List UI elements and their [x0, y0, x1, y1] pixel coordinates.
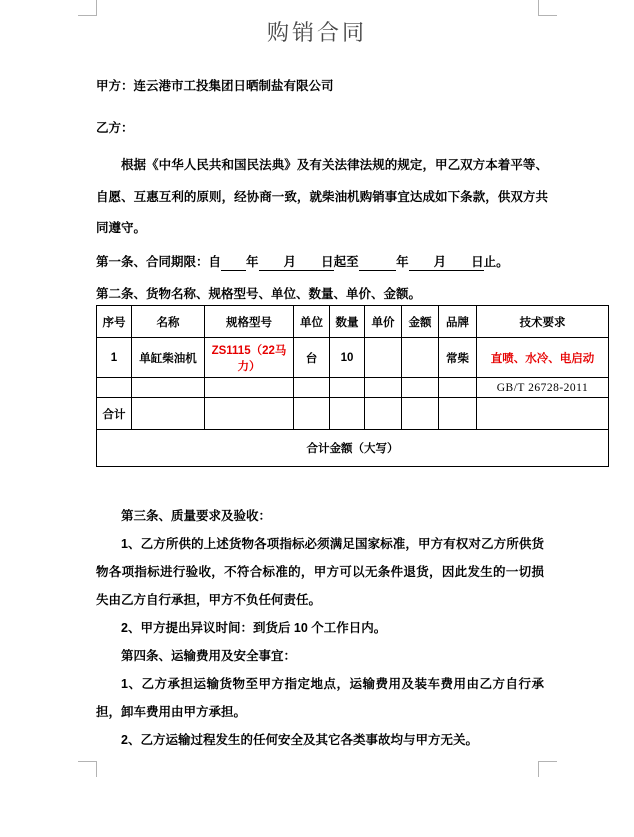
header-unit: 单位 — [294, 306, 330, 338]
cell-empty — [294, 398, 330, 430]
header-amount: 金额 — [402, 306, 439, 338]
year-label-from: 年 — [246, 255, 259, 269]
cell-total-label: 合计 — [97, 398, 132, 430]
cell-empty — [365, 398, 402, 430]
table-row-standard — [97, 378, 609, 398]
cell-unit: 台 — [294, 338, 330, 378]
cell-empty — [294, 378, 330, 398]
preamble-paragraph: 根据《中华人民共和国民法典》及有关法律法规的规定，甲乙双方本着平等、自愿、互惠互利的原则，经协商一致，就柴油机购销事宜达成如下条款，供双方共同遵守。 — [96, 158, 548, 235]
blank-from-month-day: 月 日 — [258, 255, 334, 269]
cell-empty — [330, 398, 365, 430]
cell-empty — [477, 398, 609, 430]
cell-name: 单缸柴油机 — [132, 338, 205, 378]
clause-2-line: 第二条、货物名称、规格型号、单位、数量、单价、金额。 — [96, 287, 422, 301]
margin-mark-top-left-icon — [78, 0, 97, 16]
cell-price — [365, 338, 402, 378]
cell-spec: ZS1115（22马力） — [205, 338, 294, 378]
clause-1-lead: 第一条、合同期限：自 — [96, 255, 222, 269]
cell-empty — [205, 378, 294, 398]
cell-amount — [402, 338, 439, 378]
cell-seq: 1 — [97, 338, 132, 378]
margin-mark-bottom-left-icon — [78, 761, 97, 777]
clause-3-item-2: 2、甲方提出异议时间：到货后 10 个工作日内。 — [121, 621, 387, 635]
header-brand: 品牌 — [439, 306, 477, 338]
blank-to-month-day: 月 日 — [408, 255, 484, 269]
table-row-grand-total — [97, 430, 609, 467]
goods-table — [96, 305, 609, 467]
margin-mark-top-right-icon — [538, 0, 557, 16]
cell-tech: 直喷、水冷、电启动 — [477, 338, 609, 378]
clause-1-tail: 止。 — [483, 255, 509, 269]
clause-3-title: 第三条、质量要求及验收： — [121, 509, 272, 523]
clause-4-item-1: 1、乙方承担运输货物至甲方指定地点，运输费用及装车费用由乙方自行承担，卸车费用由甲方承担。 — [96, 677, 544, 719]
cell-qty: 10 — [330, 338, 365, 378]
blank-to-year — [359, 255, 397, 271]
cell-grand-total-label: 合计金额（大写） — [97, 430, 609, 467]
cell-empty — [439, 378, 477, 398]
table-row-total — [97, 398, 609, 430]
page-title: 购销合同 — [266, 20, 367, 45]
table-header-row — [97, 306, 609, 338]
cell-empty — [132, 378, 205, 398]
cell-tech-standard: GB/T 26728-2011 — [477, 378, 609, 398]
year-label-to: 年 — [396, 255, 409, 269]
party-a-line: 甲方：连云港市工投集团日晒制盐有限公司 — [96, 79, 334, 93]
clause-4-item-2: 2、乙方运输过程发生的任何安全及其它各类事故均与甲方无关。 — [121, 733, 478, 747]
cell-empty — [205, 398, 294, 430]
header-qty: 数量 — [330, 306, 365, 338]
table-row-item-1 — [97, 338, 609, 378]
clause-1-period-line — [96, 252, 509, 270]
cell-empty — [365, 378, 402, 398]
cell-empty — [439, 398, 477, 430]
header-tech: 技术要求 — [477, 306, 609, 338]
clause-3-item-1: 1、乙方所供的上述货物各项指标必须满足国家标准，甲方有权对乙方所供货物各项指标进行验收，不符合标准的，甲方可以无条件退货，因此发生的一切损失由乙方自行承担，甲方不负任何责任。 — [96, 537, 544, 607]
clause-1-mid: 起至 — [333, 255, 359, 269]
header-price: 单价 — [365, 306, 402, 338]
cell-empty — [97, 378, 132, 398]
margin-mark-bottom-right-icon — [538, 761, 557, 777]
cell-brand: 常柴 — [439, 338, 477, 378]
cell-empty — [330, 378, 365, 398]
header-name: 名称 — [132, 306, 205, 338]
cell-empty — [402, 398, 439, 430]
header-spec: 规格型号 — [205, 306, 294, 338]
header-seq: 序号 — [97, 306, 132, 338]
cell-empty — [402, 378, 439, 398]
blank-from-year — [221, 255, 246, 271]
cell-empty — [132, 398, 205, 430]
party-b-line: 乙方： — [96, 121, 134, 135]
clauses-3-4-block — [96, 502, 544, 754]
clause-4-title: 第四条、运输费用及安全事宜： — [121, 649, 297, 663]
